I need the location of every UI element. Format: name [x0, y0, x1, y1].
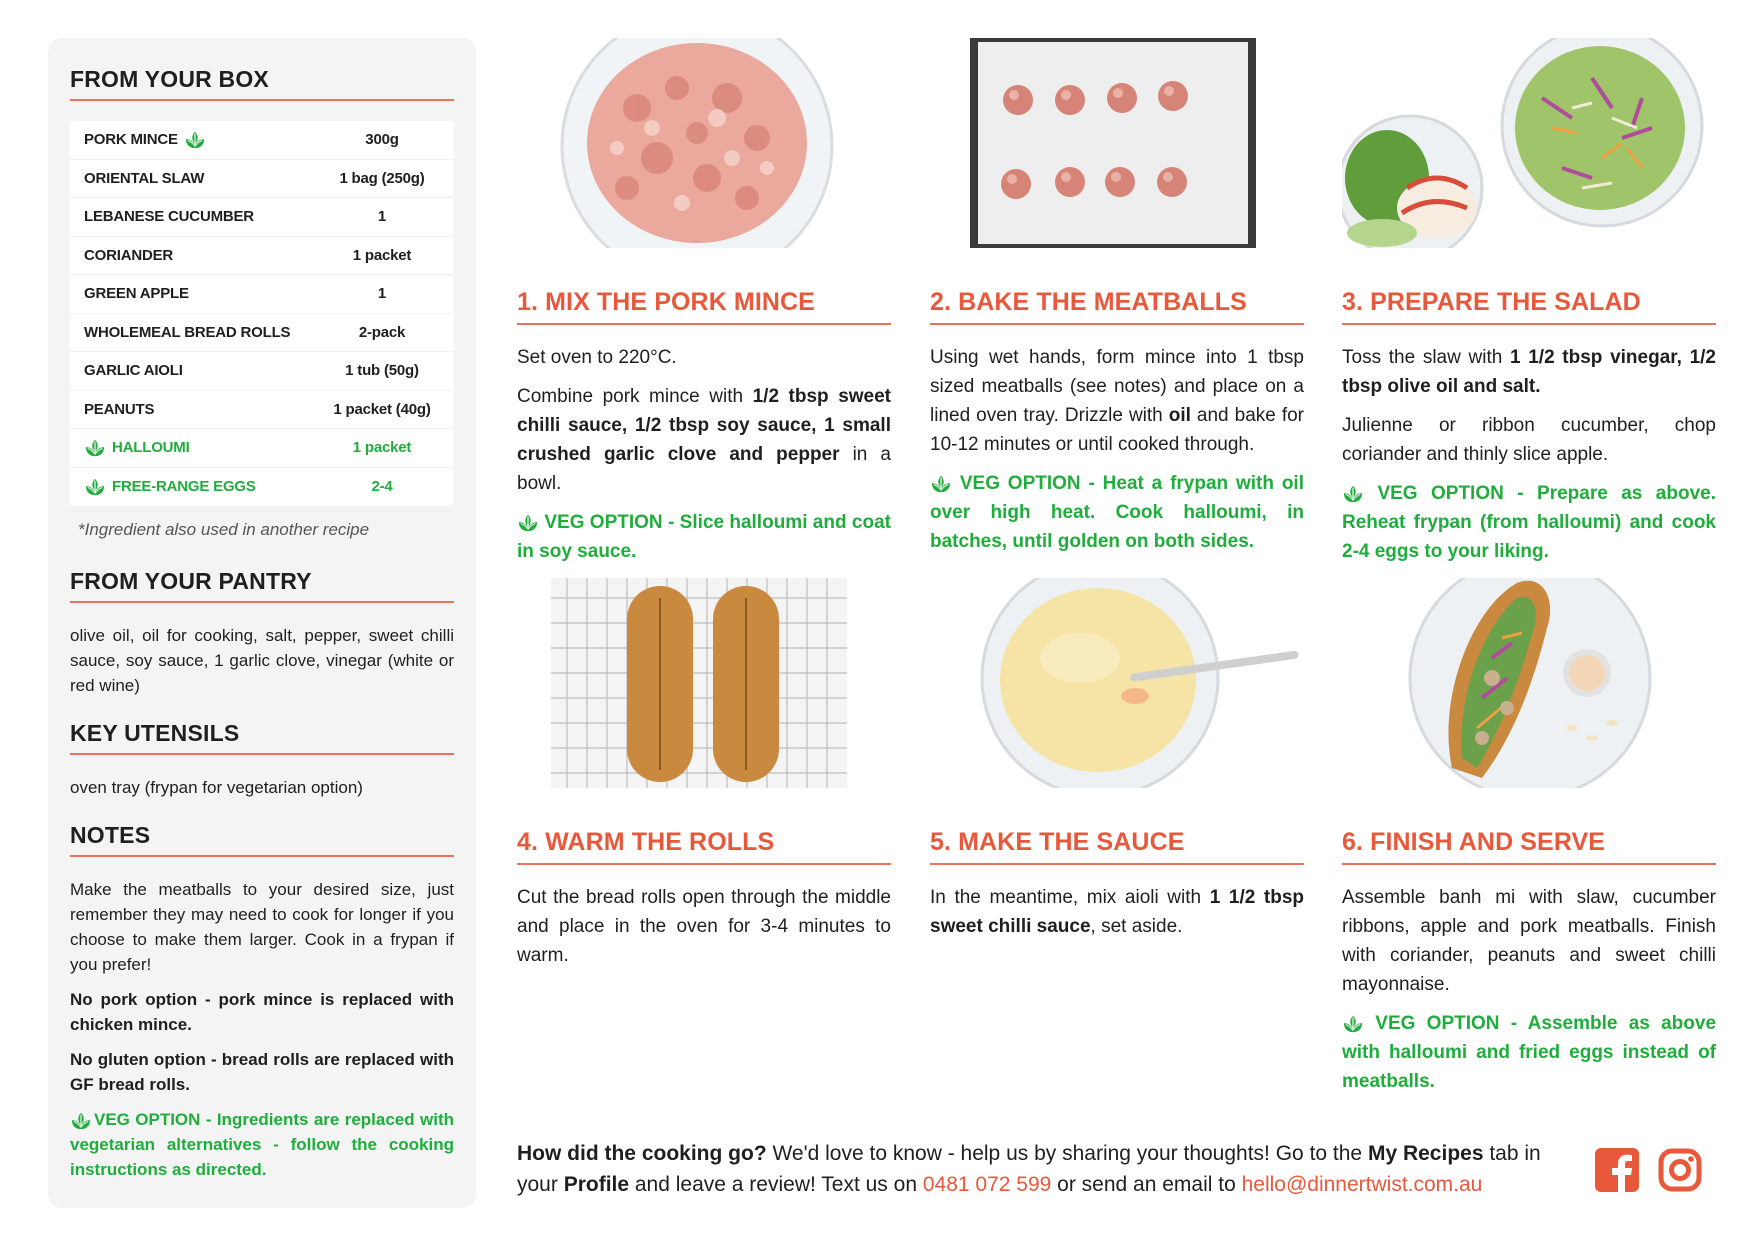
- table-row: [70, 160, 454, 199]
- step-2: [930, 38, 1304, 566]
- step-6: [1342, 578, 1716, 1106]
- ingredient-name: PORK MINCE: [84, 131, 178, 149]
- leaf-icon: [184, 130, 206, 150]
- leaf-icon: [70, 1111, 92, 1131]
- box-heading: FROM YOUR BOX: [70, 66, 454, 101]
- pantry-heading: FROM YOUR PANTRY: [70, 568, 454, 603]
- ingredient-name: LEBANESE CUCUMBER: [84, 208, 254, 226]
- step-image-meatballs-tray: [930, 38, 1304, 248]
- step-5: [930, 578, 1304, 951]
- ingredient-name: WHOLEMEAL BREAD ROLLS: [84, 323, 291, 341]
- table-row: [70, 121, 454, 160]
- no-gluten-note: No gluten option - bread rolls are replaced with GF bread rolls.: [70, 1050, 454, 1094]
- ingredient-name: CORIANDER: [84, 246, 174, 264]
- profile-text: Profile: [563, 1173, 630, 1196]
- phone-number[interactable]: 0481 072 599: [922, 1173, 1052, 1196]
- step-image-banh-mi: [1342, 578, 1716, 788]
- ingredients-sidebar: [48, 38, 476, 1208]
- table-row: [70, 468, 454, 507]
- feedback-footer: How did the cooking go? We'd love to know - help us by sharing your thoughts! Go to the My Recipes tab in your Profile and leave a review! Text us on 0481 072 599 or send an email to hello@dinnertwist.com.au: [517, 1142, 1541, 1196]
- step-5-text: In the meantime, mix aioli with 1 1/2 tbsp sweet chilli sauce, set aside.: [930, 887, 1304, 937]
- ingredient-qty: 1 packet: [352, 439, 412, 457]
- table-row: [70, 429, 454, 468]
- leaf-icon: [1342, 484, 1364, 504]
- utensils-heading: KEY UTENSILS: [70, 720, 454, 755]
- ingredient-name: HALLOUMI: [112, 439, 190, 457]
- step-1-title: 1. MIX THE PORK MINCE: [517, 288, 891, 325]
- table-row: [70, 391, 454, 430]
- utensils-text: oven tray (frypan for vegetarian option): [70, 778, 363, 797]
- instagram-icon[interactable]: [1658, 1148, 1702, 1192]
- veg-note: VEG OPTION - Ingredients are replaced with vegetarian alternatives - follow the cooking instructions as directed.: [70, 1110, 454, 1179]
- ingredient-name: ORIENTAL SLAW: [84, 169, 205, 187]
- step-4-text: Cut the bread rolls open through the middle and place in the oven for 3-4 minutes to warm.: [517, 887, 891, 966]
- step-3-text: Toss the slaw with 1 1/2 tbsp vinegar, 1/2 tbsp olive oil and salt.: [1342, 347, 1716, 397]
- ingredient-name: FREE-RANGE EGGS: [112, 478, 256, 496]
- ingredient-qty: 1 bag (250g): [339, 169, 425, 187]
- ingredient-name: PEANUTS: [84, 400, 155, 418]
- footnote: *Ingredient also used in another recipe: [78, 520, 370, 539]
- step-image-sauce: [930, 578, 1304, 788]
- no-pork-note: No pork option - pork mince is replaced with chicken mince.: [70, 990, 454, 1034]
- leaf-icon: [84, 438, 106, 458]
- step-1-text: Set oven to 220°C.: [517, 347, 677, 368]
- feedback-question: How did the cooking go?: [517, 1142, 767, 1165]
- step-image-salad: [1342, 38, 1716, 248]
- step-4-title: 4. WARM THE ROLLS: [517, 828, 891, 865]
- ingredients-table: [70, 121, 454, 506]
- table-row: [70, 198, 454, 237]
- ingredient-qty: 1 packet (40g): [333, 400, 431, 418]
- table-row: [70, 314, 454, 353]
- notes-text: Make the meatballs to your desired size, just remember they may need to cook for longer if you choose to make them larger. Cook in a frypan if you prefer!: [70, 880, 454, 974]
- step-1-text-2: Combine pork mince with 1/2 tbsp sweet chilli sauce, 1/2 tbsp soy sauce, 1 small crushed garlic clove and pepper in a bowl.: [517, 386, 891, 494]
- table-row: [70, 237, 454, 276]
- utensils-section: [70, 720, 454, 800]
- my-recipes-text: My Recipes: [1367, 1142, 1484, 1165]
- step-3-text-2: Julienne or ribbon cucumber, chop coriander and thinly slice apple.: [1342, 415, 1716, 465]
- step-1-veg-option: VEG OPTION - Slice halloumi and coat in soy sauce.: [517, 512, 891, 562]
- ingredient-qty: 300g: [365, 131, 399, 149]
- notes-section: [70, 822, 454, 1182]
- step-5-title: 5. MAKE THE SAUCE: [930, 828, 1304, 865]
- ingredient-name: GREEN APPLE: [84, 285, 189, 303]
- step-6-title: 6. FINISH AND SERVE: [1342, 828, 1716, 865]
- ingredient-qty: 1 tub (50g): [345, 362, 419, 380]
- ingredient-qty: 2-pack: [358, 323, 406, 341]
- step-3-title: 3. PREPARE THE SALAD: [1342, 288, 1716, 325]
- step-6-text: Assemble banh mi with slaw, cucumber ribbons, apple and pork meatballs. Finish with coriander, peanuts and sweet chilli mayonnaise.: [1342, 887, 1716, 995]
- ingredient-qty: 1: [377, 285, 387, 303]
- table-row: [70, 275, 454, 314]
- ingredient-qty: 1 packet: [352, 246, 412, 264]
- step-1: [517, 38, 891, 576]
- step-image-pork-mince: [517, 38, 891, 248]
- notes-heading: NOTES: [70, 822, 454, 857]
- step-image-bread-rolls: [517, 578, 891, 788]
- ingredient-qty: 1: [377, 208, 387, 226]
- step-4: [517, 578, 891, 980]
- pantry-text: olive oil, oil for cooking, salt, pepper, sweet chilli sauce, soy sauce, 1 garlic clove, vinegar (white or red wine): [70, 626, 454, 695]
- step-2-veg-option: VEG OPTION - Heat a frypan with oil over high heat. Cook halloumi, in batches, until golden on both sides.: [930, 473, 1304, 552]
- facebook-icon[interactable]: [1595, 1148, 1639, 1192]
- pantry-section: [70, 568, 454, 698]
- table-row: [70, 352, 454, 391]
- ingredient-qty: 2-4: [371, 478, 393, 496]
- email-link[interactable]: hello@dinnertwist.com.au: [1241, 1173, 1483, 1196]
- ingredient-name: GARLIC AIOLI: [84, 362, 183, 380]
- leaf-icon: [1342, 1014, 1364, 1034]
- step-3-veg-option: VEG OPTION - Prepare as above. Reheat frypan (from halloumi) and cook 2-4 eggs to your liking.: [1342, 483, 1716, 562]
- leaf-icon: [930, 474, 952, 494]
- step-2-title: 2. BAKE THE MEATBALLS: [930, 288, 1304, 325]
- step-6-veg-option: VEG OPTION - Assemble as above with halloumi and fried eggs instead of meatballs.: [1342, 1013, 1717, 1092]
- leaf-icon: [84, 477, 106, 497]
- leaf-icon: [517, 513, 539, 533]
- step-3: [1342, 38, 1716, 576]
- step-2-text: Using wet hands, form mince into 1 tbsp sized meatballs (see notes) and place on a lined oven tray. Drizzle with oil and bake for 10-12 minutes or until cooked through.: [930, 347, 1305, 455]
